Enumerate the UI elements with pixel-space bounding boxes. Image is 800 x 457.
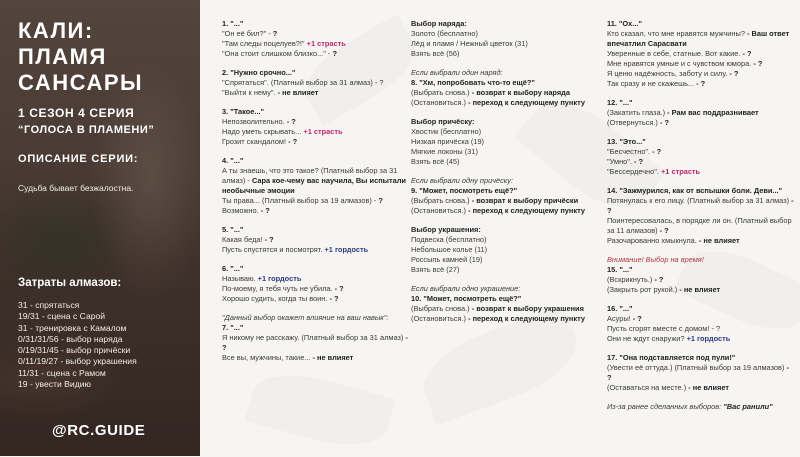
option-text: (Остановиться.) (411, 206, 469, 215)
choice-block (222, 313, 410, 363)
choice-line (607, 334, 795, 344)
choice-line (222, 166, 410, 196)
choice-line (411, 147, 599, 157)
option-text: "Умно". (607, 157, 634, 166)
description-heading: ОПИСАНИЕ СЕРИИ: (18, 153, 139, 165)
choice-line (411, 235, 599, 245)
bold-text: - ? (729, 69, 739, 78)
choice-block (222, 264, 410, 304)
option-text: Хорошо судить, когда ты воин. (222, 294, 330, 303)
choice-block (222, 156, 410, 216)
option-text: (Оставаться на месте.) (607, 383, 689, 392)
costs-heading: Затраты алмазов: (18, 277, 122, 289)
option-text: Мне нравятся умные и с чувством юмора. (607, 59, 754, 68)
choice-line (411, 186, 599, 196)
option-text: По-моему, я тебя чуть не убила. (222, 284, 335, 293)
choice-line (607, 363, 795, 383)
option-text: "Бесчестно". (607, 147, 653, 156)
choice-line (222, 274, 410, 284)
choice-line (607, 314, 795, 324)
choice-line (411, 314, 599, 324)
choice-line (222, 284, 410, 294)
choice-line (607, 29, 795, 49)
bold-text: - не влияет (312, 353, 354, 362)
bold-text: 14. "Зажмурился, как от вспышки боли. Деви..." (607, 186, 783, 195)
option-text: (Отвернуться.) (607, 118, 660, 127)
costs-list (18, 300, 137, 390)
choice-line (411, 255, 599, 265)
choice-line (607, 19, 795, 29)
option-text: Какая беда! (222, 235, 265, 244)
option-text: "Он её бил?" - (222, 29, 273, 38)
choice-block (411, 68, 599, 108)
bold-text: - ? (607, 196, 794, 215)
bold-text: 5. "..." (222, 225, 244, 234)
option-text: Ты права... (Платный выбор за 19 алмазов) - (222, 196, 379, 205)
bold-text: ? (272, 29, 278, 38)
option-text: А ты знаешь, что это такое? (Платный выбор за 31 алмаз) - (222, 166, 398, 185)
bold-text: Сара кое-чему вас научила, Вы испытали необычные эмоции (222, 176, 406, 195)
choice-line (411, 157, 599, 167)
bold-text: - Ваш ответ впечатлил Сарасвати (607, 29, 790, 48)
choice-block (222, 225, 410, 255)
choice-line (222, 245, 410, 255)
bold-text: - не влияет (688, 383, 729, 392)
choice-line (607, 236, 795, 246)
cost-item: 11/31 - сцена с Рамом (18, 367, 106, 378)
option-text: Уверенные в себе, статные. Вот какие. (607, 49, 743, 58)
option-text: "Выйти к нему". (222, 88, 278, 97)
bold-text: 9. "Может, посмотреть ещё?" (411, 186, 518, 195)
bold-text: - ? (659, 118, 669, 127)
bold-text: - ? (634, 157, 644, 166)
option-text: Потянулась к его лицу. (Платный выбор за 31 алмаз) (607, 196, 792, 205)
pride-effect: +1 гордость (686, 334, 731, 343)
game-title (18, 18, 143, 96)
cost-item: 0/31/31/56 - выбор наряда (18, 333, 123, 344)
option-text: Непозволительно. (222, 117, 287, 126)
choice-line (222, 294, 410, 304)
option-text: "Там следы поцелуев?!" (222, 39, 307, 48)
option-text: "Спрятаться". (Платный выбор за 31 алмаз) - ? (222, 78, 384, 87)
choice-line (607, 275, 795, 285)
choice-line (222, 137, 410, 147)
bold-text: - возврат к выбору причёски (471, 196, 579, 205)
option-text: (Остановиться.) (411, 98, 469, 107)
choice-line (607, 69, 795, 79)
choice-block (607, 98, 795, 128)
choice-line (222, 225, 410, 235)
bold-text: 8. "Хм, попробовать что-то ещё?" (411, 78, 535, 87)
option-text: Разочарованно хмыкнула. (607, 236, 699, 245)
bold-text: - переход к следующему пункту (468, 206, 585, 215)
bold-text: Выбор наряда: (411, 19, 467, 28)
bold-text: - Рам вас поддразнивает (667, 108, 759, 117)
bold-text: 16. "..." (607, 304, 633, 313)
choice-block (607, 353, 795, 393)
choice-line (411, 265, 599, 275)
choice-line (411, 176, 599, 186)
option-text: "Она стоит слишком близко..." - (222, 49, 333, 58)
choice-block (607, 402, 795, 412)
choice-line (607, 49, 795, 59)
pride-effect: +1 гордость (324, 245, 369, 254)
italic-note: Если выбрали одно украшение: (411, 284, 521, 293)
passion-effect: +1 страсть (660, 167, 701, 176)
choice-line (411, 245, 599, 255)
choice-line (411, 98, 599, 108)
bold-text: 7. "..." (222, 323, 244, 332)
option-text: Я ценю надёжность, заботу и силу. (607, 69, 730, 78)
bold-text: - не влияет (679, 285, 721, 294)
choice-line (411, 294, 599, 304)
option-text: Асуры! (607, 314, 633, 323)
bold-text: 17. "Она подставляется под пули!" (607, 353, 736, 362)
choice-line (222, 78, 410, 88)
option-text: Пусть сгорят вместе с домом! - ? (607, 324, 721, 333)
choice-line (607, 157, 795, 167)
bold-text: - ? (696, 79, 706, 88)
bold-text: - ? (654, 275, 664, 284)
option-text: Мягкие локоны (31) (411, 147, 478, 156)
bold-text: 11. "Ох..." (607, 19, 642, 28)
episode-cover-panel (0, 0, 200, 456)
pride-effect: +1 гордость (257, 274, 302, 283)
option-text: Россыпь камней (19) (411, 255, 483, 264)
choice-block (222, 68, 410, 98)
italic-note: Если выбрали один наряд: (411, 68, 503, 77)
bold-text: - ? (652, 147, 662, 156)
choice-block (411, 284, 599, 324)
bold-text: ? (378, 196, 383, 205)
choice-line (411, 49, 599, 59)
bold-text: 13. "Это..." (607, 137, 646, 146)
bold-text: Выбор причёску: (411, 117, 475, 126)
bold-text: - ? (742, 49, 752, 58)
choice-block (411, 117, 599, 167)
choice-line (607, 255, 795, 265)
choice-line (411, 137, 599, 147)
bold-text: 1. "..." (222, 19, 244, 28)
italic-note: Если выбрали одну причёску: (411, 176, 514, 185)
bold-text: - ? (286, 117, 296, 126)
choice-line (607, 137, 795, 147)
choice-line (411, 196, 599, 206)
option-text: (Закатить глаза.) (607, 108, 668, 117)
choice-line (607, 186, 795, 196)
choice-block (411, 225, 599, 275)
bold-text: 10. "Может, посмотреть ещё?" (411, 294, 522, 303)
choice-block (607, 186, 795, 246)
description-text: Судьба бывает безжалостна. (18, 183, 134, 193)
option-text: Грозит скандалом! (222, 137, 289, 146)
bold-text: - ? (632, 314, 642, 323)
option-text: Так сразу и не скажешь... (607, 79, 697, 88)
choice-line (607, 167, 795, 177)
option-text: Золото (бесплатно) (411, 29, 478, 38)
cost-item: 19/31 - сцена с Сарой (18, 311, 106, 322)
bold-text: ? (332, 49, 337, 58)
choice-line (607, 216, 795, 236)
choice-line (607, 353, 795, 363)
option-text: (Закрыть рот рукой.) (607, 285, 680, 294)
cost-item: 31 - спрятаться (18, 300, 80, 310)
choice-line (411, 78, 599, 88)
choice-line (411, 225, 599, 235)
choice-line (607, 59, 795, 69)
bold-text: - ? (260, 206, 270, 215)
choice-line (222, 333, 410, 353)
option-text: Надо уметь скрывать... (222, 127, 304, 136)
choice-line (607, 383, 795, 393)
bold-text: - возврат к выбору украшения (471, 304, 584, 313)
choice-line (222, 127, 410, 137)
bold-text: - ? (753, 59, 763, 68)
bold-text: - ? (264, 235, 274, 244)
bold-text: Выбор украшения: (411, 225, 481, 234)
choice-line (222, 264, 410, 274)
option-text: Они не ждут снаружи? (607, 334, 687, 343)
choice-line (222, 107, 410, 117)
title-line: ПЛАМЯ (18, 44, 107, 69)
bold-text: - ? (607, 363, 789, 382)
option-text: Лёд и пламя / Нежный цветок (31) (411, 39, 528, 48)
bold-text: 2. "Нужно срочно..." (222, 68, 296, 77)
option-text: Взять всё (45) (411, 157, 460, 166)
option-text: Поинтересовалась, в порядке ли он. (Платный выбор за 11 алмазов) (607, 216, 792, 235)
option-text: Небольшое колье (11) (411, 245, 488, 254)
bold-text: 4. "..." (222, 156, 244, 165)
choice-line (607, 304, 795, 314)
option-text: Взять всё (27) (411, 265, 460, 274)
bold-text: - не влияет (277, 88, 319, 97)
option-text: Кто сказал, что мне нравятся мужчины? (607, 29, 747, 38)
bold-text: - ? (329, 294, 339, 303)
choice-line (607, 147, 795, 157)
option-text: (Выбрать снова.) (411, 304, 472, 313)
choice-line (607, 108, 795, 118)
option-text: Подвеска (бесплатно) (411, 235, 487, 244)
choice-line (222, 88, 410, 98)
choice-line (411, 68, 599, 78)
choice-block (222, 107, 410, 147)
option-text: Пусть спустятся и посмотрят. (222, 245, 325, 254)
choice-line (607, 118, 795, 128)
bold-text: - не влияет (698, 236, 740, 245)
choice-block (607, 19, 795, 89)
option-text: "Бессердечно". (607, 167, 661, 176)
choice-line (222, 353, 410, 363)
choice-block (411, 176, 599, 216)
choice-line (222, 196, 410, 206)
bold-text: - возврат к выбору наряда (471, 88, 570, 97)
choice-block (411, 19, 599, 59)
choice-line (607, 196, 795, 216)
choice-line (411, 29, 599, 39)
choice-line (222, 49, 410, 59)
choice-line (607, 285, 795, 295)
cost-item: 19 - увести Видию (18, 379, 91, 390)
bold-text: - ? (659, 226, 669, 235)
option-text: (Остановиться.) (411, 314, 469, 323)
choice-line (222, 39, 410, 49)
option-text: Все вы, мужчины, такие... (222, 353, 313, 362)
choice-line (411, 304, 599, 314)
choice-line (607, 402, 795, 412)
option-text: (Увести её оттуда.) (Платный выбор за 19 алмазов) (607, 363, 787, 372)
cost-item: 0/11/19/27 - выбор украшения (18, 356, 137, 367)
option-text: Взять всё (56) (411, 49, 460, 58)
italic-note: Из-за ранее сделанных выборов: (607, 402, 724, 411)
timed-warning: Внимание! Выбор на время! (607, 255, 704, 264)
cost-item: 31 - тренировка с Камалом (18, 322, 127, 333)
option-text: Низкая причёска (19) (411, 137, 485, 146)
italic-note: "Данный выбор окажет влияние на ваш навык": (222, 313, 389, 322)
choice-block (607, 304, 795, 344)
choices-column-3 (607, 19, 795, 421)
choice-line (607, 79, 795, 89)
choices-column-1 (222, 19, 410, 372)
choice-line (411, 127, 599, 137)
bold-text: - ? (222, 333, 408, 352)
option-text: Называю. (222, 274, 258, 283)
option-text: Я никому не расскажу. (Платный выбор за 31 алмаз) (222, 333, 406, 342)
choice-block (222, 19, 410, 59)
choice-line (411, 88, 599, 98)
bold-text: - переход к следующему пункту (468, 314, 585, 323)
guide-handle: @RC.GUIDE (52, 422, 146, 439)
choice-line (222, 323, 410, 333)
option-text: (Вскрикнуть.) (607, 275, 655, 284)
choice-line (222, 68, 410, 78)
choice-line (222, 29, 410, 39)
bold-text: - ? (288, 137, 298, 146)
choice-block (607, 137, 795, 177)
season-episode: 1 СЕЗОН 4 СЕРИЯ (18, 106, 135, 120)
choices-column-2 (411, 19, 599, 333)
title-line: САНСАРЫ (18, 70, 144, 95)
choice-line (411, 117, 599, 127)
bold-text: - переход к следующему пункту (468, 98, 585, 107)
option-text: Возможно. (222, 206, 261, 215)
choice-line (607, 98, 795, 108)
option-text: Хвостик (бесплатно) (411, 127, 482, 136)
bold-italic-text: "Вас ранили" (723, 402, 773, 411)
passion-effect: +1 страсть (306, 39, 346, 48)
bold-text: 12. "..." (607, 98, 633, 107)
choice-line (222, 206, 410, 216)
choice-line (411, 19, 599, 29)
choice-line (222, 19, 410, 29)
bold-text: 15. "..." (607, 265, 633, 274)
choice-line (411, 284, 599, 294)
bold-text: 3. "Такое..." (222, 107, 265, 116)
bold-text: 6. "..." (222, 264, 244, 273)
episode-title: “ГОЛОСА В ПЛАМЕНИ” (18, 124, 155, 136)
title-line: КАЛИ: (18, 18, 94, 43)
choice-block (607, 255, 795, 295)
option-text: (Выбрать снова.) (411, 88, 472, 97)
choice-line (222, 313, 410, 323)
choice-line (607, 265, 795, 275)
choice-line (222, 235, 410, 245)
choice-line (607, 324, 795, 334)
choice-line (222, 117, 410, 127)
bold-text: - ? (334, 284, 344, 293)
cost-item: 0/19/31/45 - выбор причёски (18, 345, 131, 356)
option-text: (Выбрать снова.) (411, 196, 472, 205)
passion-effect: +1 страсть (303, 127, 343, 136)
choice-line (411, 39, 599, 49)
choice-line (411, 206, 599, 216)
choice-line (222, 156, 410, 166)
